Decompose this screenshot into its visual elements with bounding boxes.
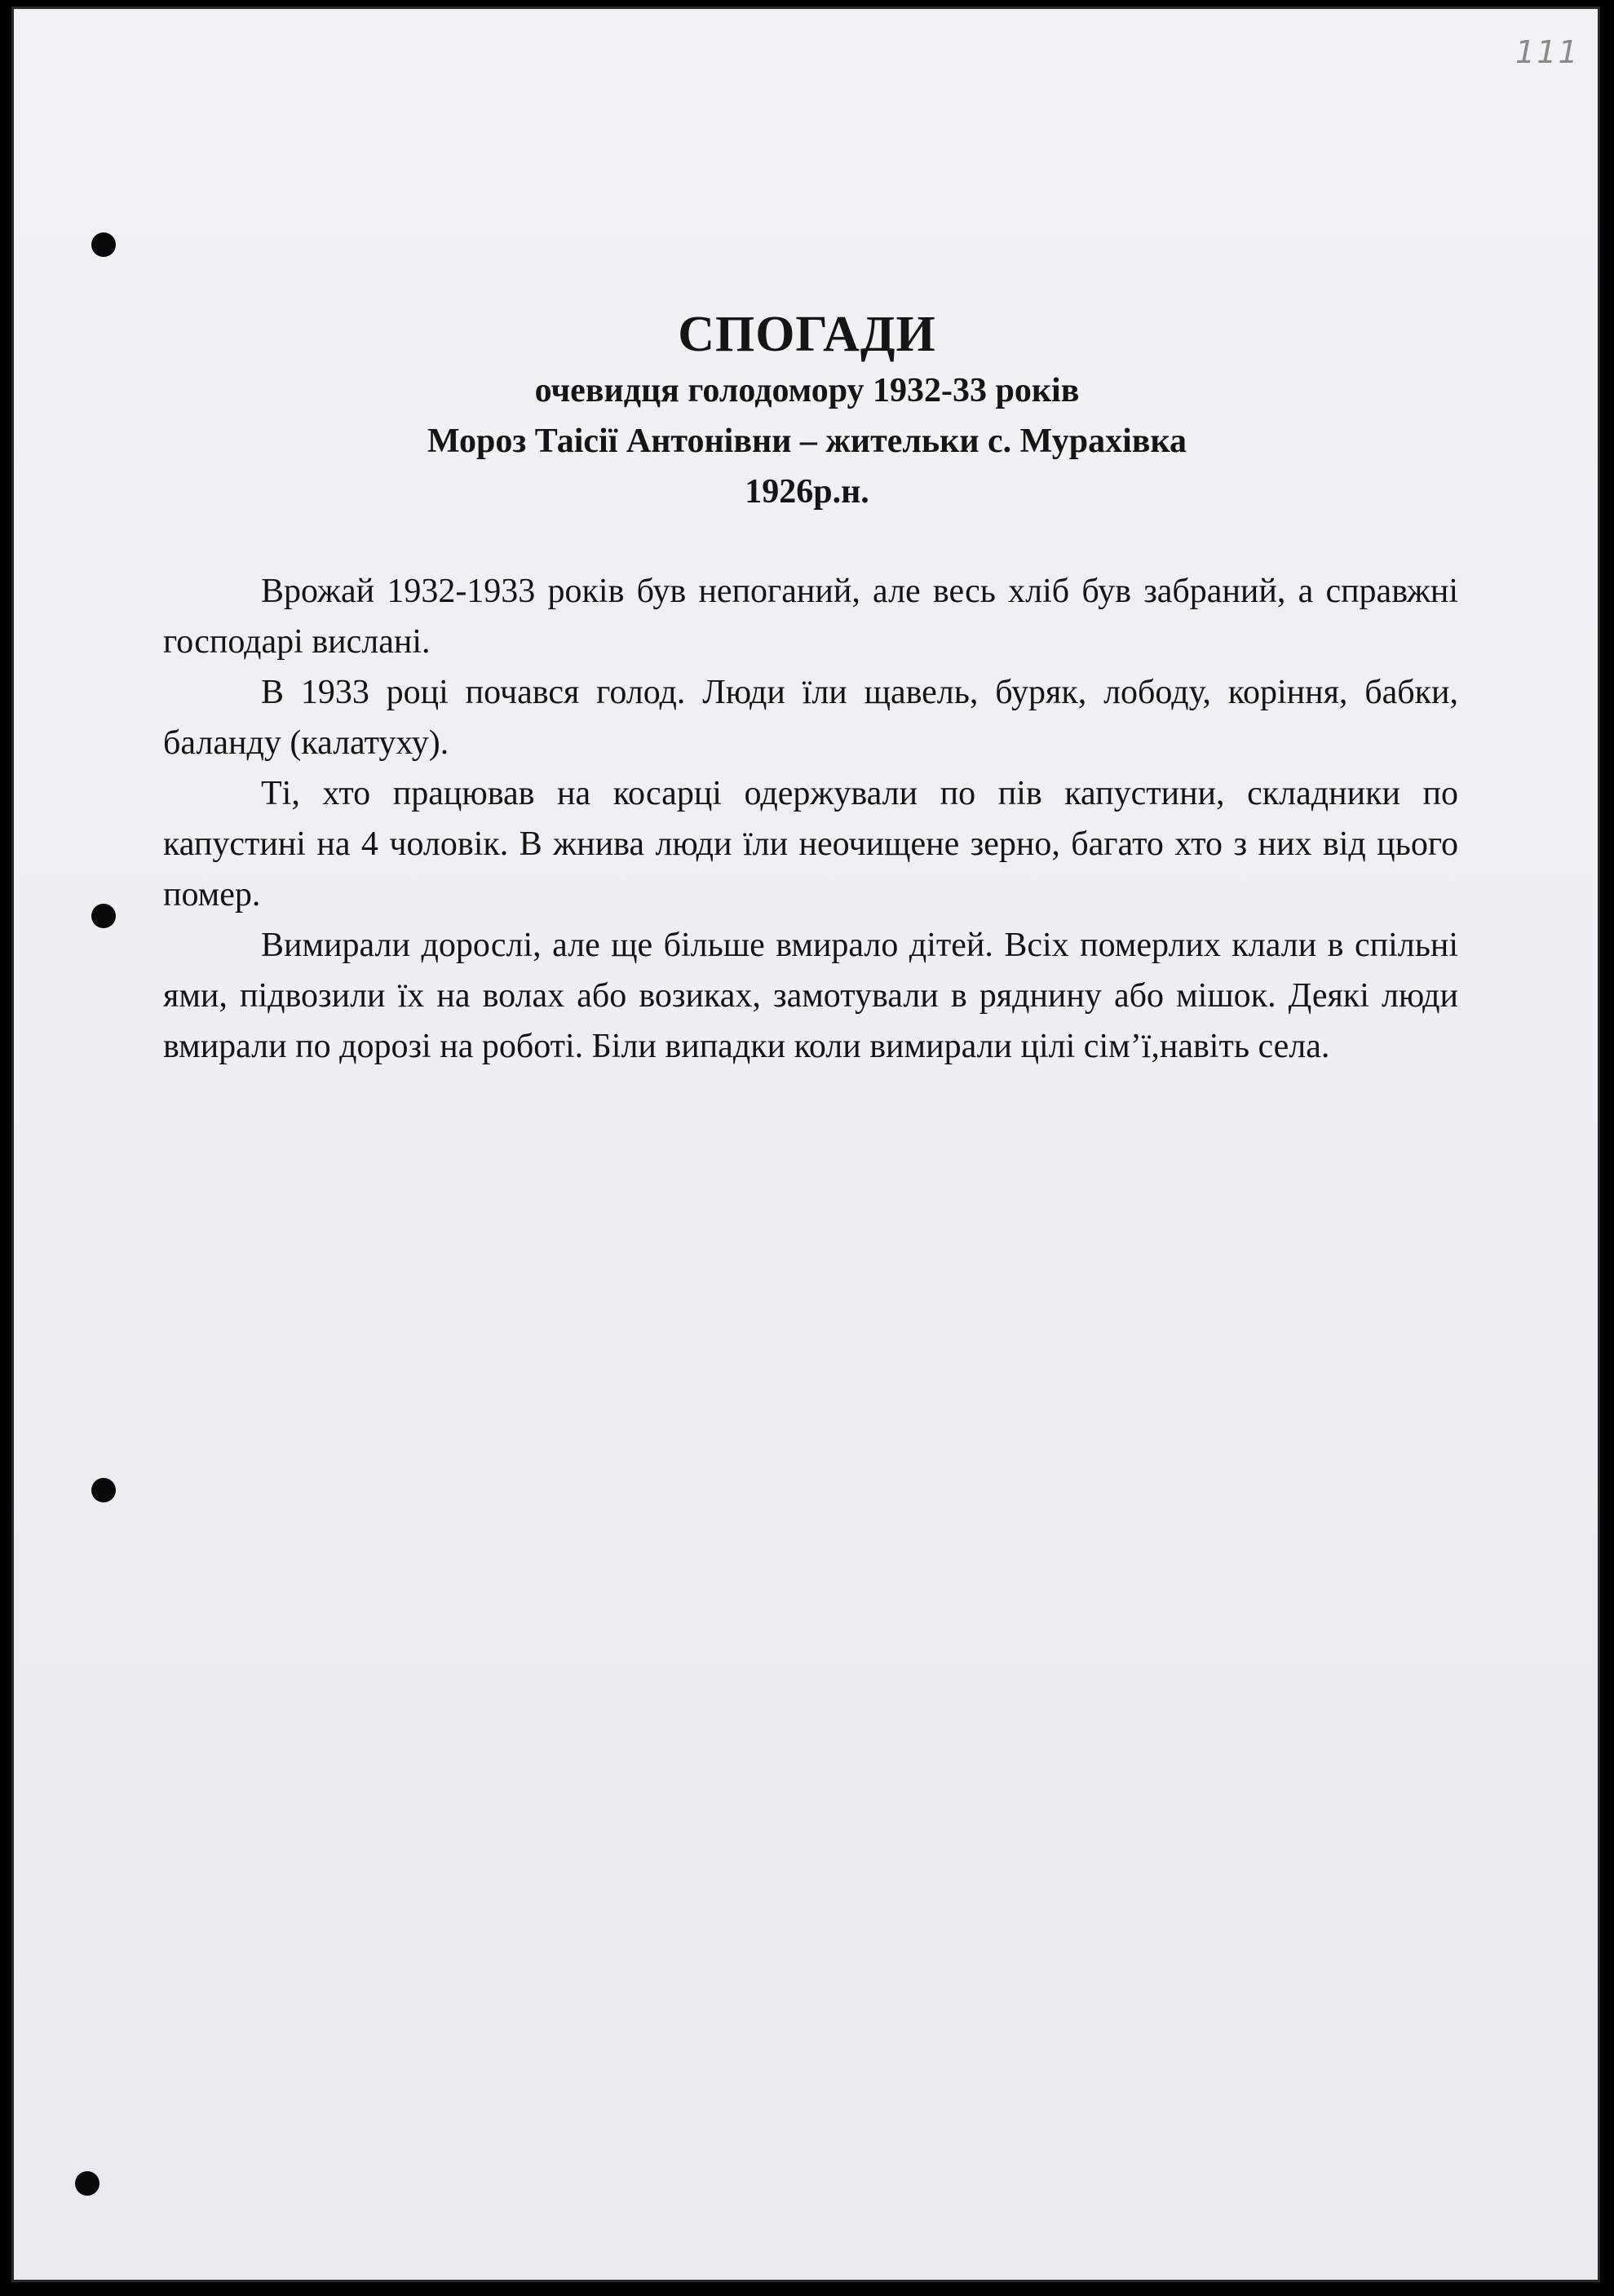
paragraph-3: Ті, хто працював на косарці одержували по пів капустини, складники по капустині на 4 чоловік. В жнива люди їли неочищене зерно, багато хто з них від цього помер. <box>163 775 1458 914</box>
page-number: 111 <box>1515 34 1580 70</box>
punch-hole-1 <box>91 232 116 257</box>
document-header <box>0 303 1614 517</box>
subtitle-person: Мороз Таісії Антонівни – жительки с. Мурахівка <box>427 422 1187 460</box>
paragraph-1: Врожай 1932-1933 років був непоганий, але весь хліб був забраний, а справжні господарі вислані. <box>163 573 1458 661</box>
punch-hole-3 <box>91 1478 116 1502</box>
punch-hole-2 <box>91 904 116 928</box>
punch-hole-4 <box>75 2171 99 2196</box>
subtitle-witness: очевидця голодомору 1932-33 років <box>534 372 1080 409</box>
document-body <box>163 566 1458 1072</box>
subtitle-birth-year: 1926р.н. <box>745 473 869 511</box>
paragraph-4: Вимирали дорослі, але ще більше вмирало дітей. Всіх померлих клали в спільні ями, підвозили їх на волах або возиках, замотували в ряднину або мішок. Деякі люди вмирали по дорозі на роботі. Біли випадки коли вимирали цілі сім’ї,навіть села. <box>163 927 1458 1065</box>
paragraph-2: В 1933 році почався голод. Люди їли щавель, буряк, лободу, коріння, бабки, баланду (калатуху). <box>163 674 1458 762</box>
document-title: СПОГАДИ <box>678 307 936 362</box>
